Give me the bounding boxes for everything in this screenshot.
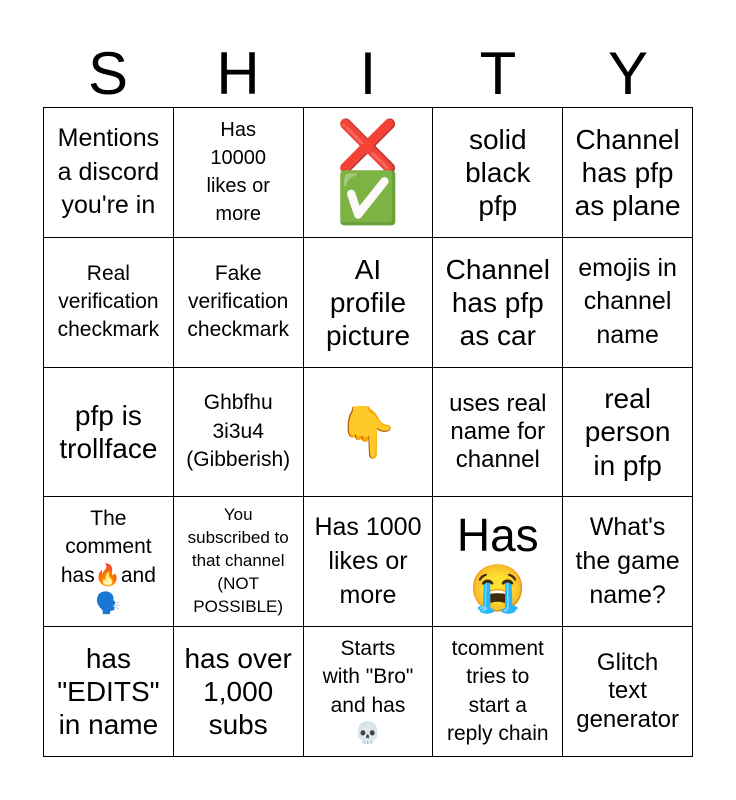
bingo-cell[interactable] — [174, 627, 304, 757]
bingo-cell-text: Mentions a discord you're in — [57, 123, 160, 220]
bingo-cell-text: Has 😭 — [456, 508, 539, 614]
bingo-cell[interactable] — [44, 108, 174, 238]
bingo-cell-text: emojis in channel name — [578, 253, 677, 350]
bingo-cell-text: You subscribed to that channel (NOT POSSIBLE) — [187, 505, 289, 617]
title-letter: I — [359, 40, 377, 107]
bingo-cell[interactable] — [304, 238, 434, 368]
bingo-cell[interactable] — [563, 238, 693, 368]
bingo-cell[interactable] — [433, 368, 563, 498]
bingo-cell-text: has "EDITS" in name — [57, 643, 160, 741]
bingo-cell-text: 👇 — [336, 403, 400, 460]
bingo-title — [43, 42, 693, 106]
bingo-cell[interactable] — [563, 497, 693, 627]
bingo-cell-text: Ghbfhu 3i3u4 (Gibberish) — [186, 391, 291, 472]
bingo-cell[interactable] — [44, 238, 174, 368]
bingo-cell[interactable] — [304, 497, 434, 627]
bingo-cell-text: The comment has🔥and 🗣️ — [60, 507, 156, 616]
bingo-cell[interactable] — [174, 368, 304, 498]
bingo-cell[interactable] — [563, 108, 693, 238]
bingo-cell-text: What's the game name? — [575, 513, 680, 609]
bingo-cell-text: Glitch text generator — [576, 649, 679, 733]
title-letter: H — [216, 40, 260, 107]
bingo-cell-text: pfp is trollface — [59, 399, 158, 464]
bingo-cell[interactable] — [304, 368, 434, 498]
bingo-board — [43, 107, 693, 757]
bingo-cell[interactable] — [563, 627, 693, 757]
bingo-cell-text: ❌ ✅ — [336, 117, 400, 227]
bingo-cell[interactable] — [433, 238, 563, 368]
bingo-cell[interactable] — [304, 627, 434, 757]
title-letter: Y — [607, 40, 649, 107]
bingo-cell-text: Real verification checkmark — [57, 261, 160, 342]
bingo-cell-text: solid black pfp — [465, 123, 531, 221]
bingo-cell[interactable] — [44, 627, 174, 757]
bingo-cell-text: has over 1,000 subs — [184, 643, 292, 741]
bingo-cell[interactable] — [433, 627, 563, 757]
bingo-cell-text: Has 1000 likes or more — [314, 513, 422, 609]
bingo-cell-text: tcomment tries to start a reply chain — [447, 636, 549, 745]
bingo-cell-text: Fake verification checkmark — [187, 261, 289, 342]
bingo-cell[interactable] — [44, 368, 174, 498]
bingo-cell[interactable] — [174, 238, 304, 368]
bingo-cell[interactable] — [433, 108, 563, 238]
bingo-cell-text: Starts with "Bro" and has 💀 — [322, 636, 414, 745]
bingo-cell-text: real person in pfp — [584, 383, 671, 481]
bingo-cell[interactable] — [174, 497, 304, 627]
bingo-cell[interactable] — [174, 108, 304, 238]
title-letter: T — [479, 40, 517, 107]
bingo-cell[interactable] — [44, 497, 174, 627]
bingo-cell[interactable] — [563, 368, 693, 498]
bingo-cell[interactable] — [433, 497, 563, 627]
bingo-cell-text: Channel has pfp as car — [445, 253, 550, 351]
title-letter: S — [87, 40, 129, 107]
bingo-cell-text: uses real name for channel — [449, 389, 547, 474]
bingo-cell-text: Has 10000 likes or more — [206, 119, 270, 226]
bingo-cell[interactable] — [304, 108, 434, 238]
bingo-cell-text: Channel has pfp as plane — [574, 123, 681, 221]
bingo-cell-text: AI profile picture — [325, 253, 411, 351]
